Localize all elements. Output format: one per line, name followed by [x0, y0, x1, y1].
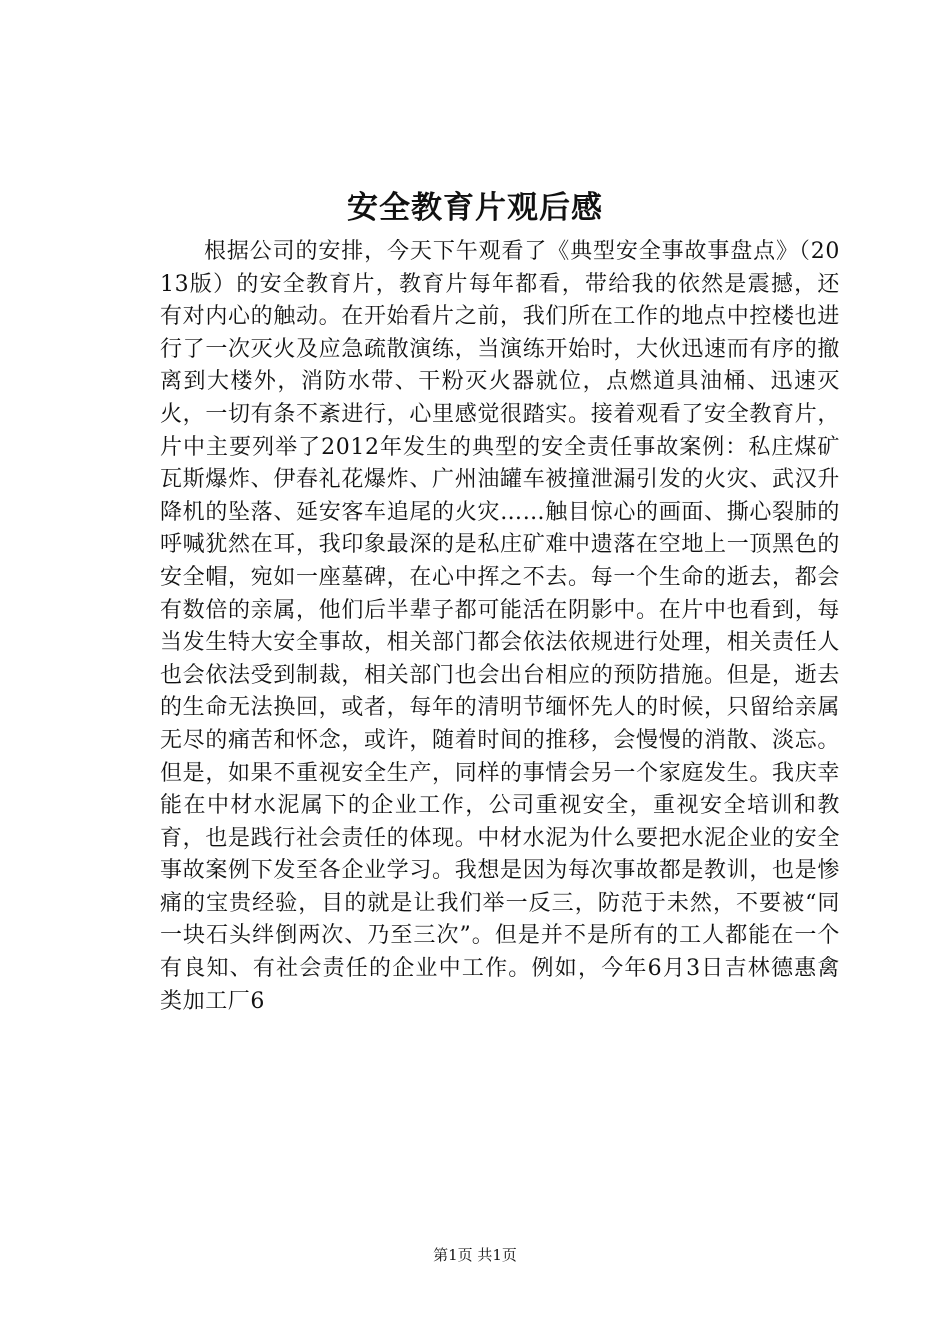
- page-footer: 第1页 共1页: [433, 1246, 517, 1264]
- document-title: 安全教育片观后感: [347, 190, 603, 226]
- document-body-paragraph: 根据公司的安排，今天下午观看了《典型安全事故事盘点》（2013版）的安全教育片，教育片每年都看，带给我的依然是震撼，还有对内心的触动。在开始看片之前，我们所在工作的地点中控楼也进行了一次灭火及应急疏散演练，当演练开始时，大伙迅速而有序的撤离到大楼外，消防水带、干粉灭火器就位，点燃道具油桶、迅速灭火，一切有条不紊进行，心里感觉很踏实。接着观看了安全教育片，片中主要列举了2012年发生的典型的安全责任事故案例：私庄煤矿瓦斯爆炸、伊春礼花爆炸、广州油罐车被撞泄漏引发的火灾、武汉升降机的坠落、延安客车追尾的火灾……触目惊心的画面、撕心裂肺的呼喊犹然在耳，我印象最深的是私庄矿难中遗落在空地上一顶黑色的安全帽，宛如一座墓碑，在心中挥之不去。每一个生命的逝去，都会有数倍的亲属，他们后半辈子都可能活在阴影中。在片中也看到，每当发生特大安全事故，相关部门都会依法依规进行处理，相关责任人也会依法受到制裁，相关部门也会出台相应的预防措施。但是，逝去的生命无法换回，或者，每年的清明节缅怀先人的时候，只留给亲属无尽的痛苦和怀念，或许，随着时间的推移，会慢慢的消散、淡忘。但是，如果不重视安全生产，同样的事情会另一个家庭发生。我庆幸能在中材水泥属下的企业工作，公司重视安全，重视安全培训和教育，也是践行社会责任的体现。中材水泥为什么要把水泥企业的安全事故案例下发至各企业学习。我想是因为每次事故都是教训，也是惨痛的宝贵经验，目的就是让我们举一反三，防范于未然，不要被“同一块石头绊倒两次、乃至三次”。但是并不是所有的工人都能在一个有良知、有社会责任的企业中工作。例如，今年6月3日吉林德惠禽类加工厂6: [160, 239, 840, 1014]
